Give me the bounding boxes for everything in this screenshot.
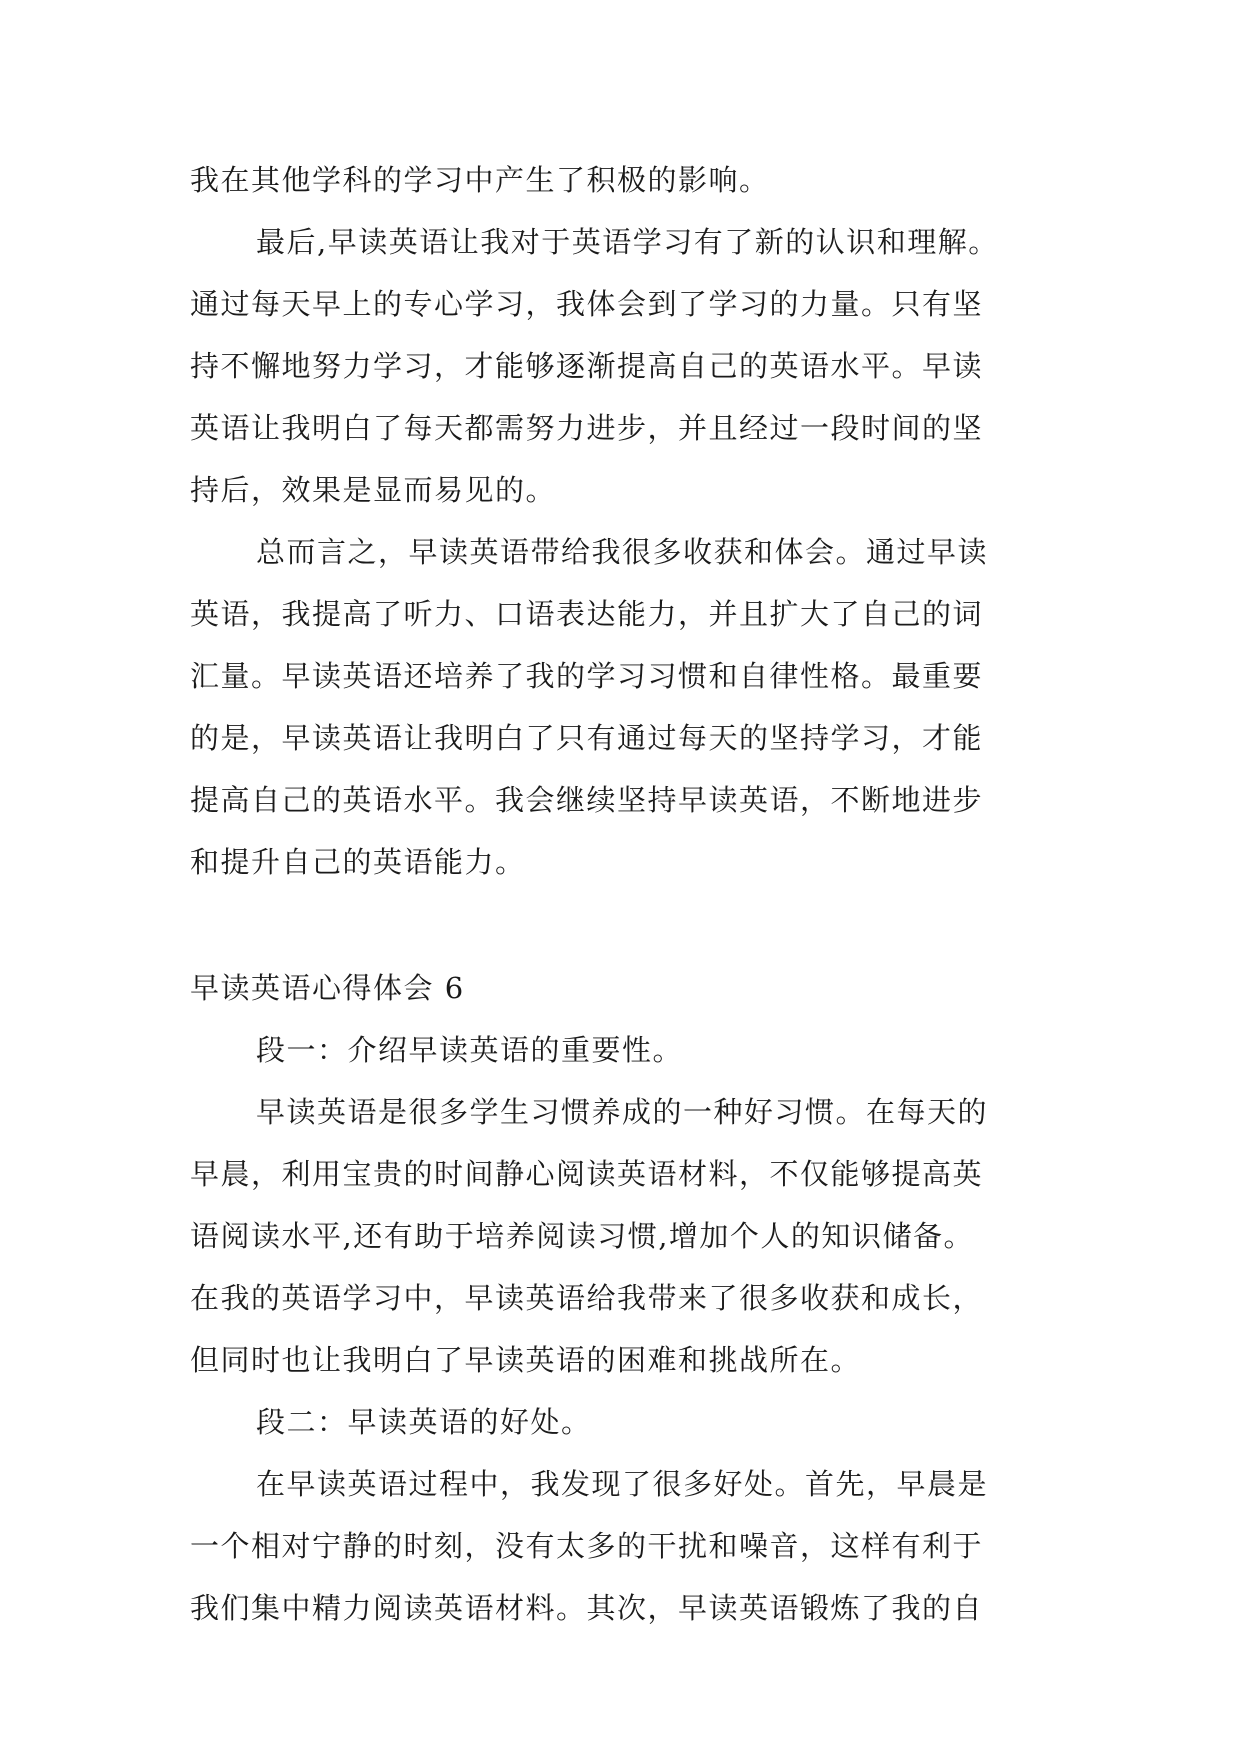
paragraph-start: 早读英语是很多学生习惯养成的一种好习惯。在每天的 xyxy=(256,1095,989,1129)
text-line: 在我的英语学习中，早读英语给我带来了很多收获和成长， xyxy=(190,1281,984,1315)
section-heading: 早读英语心得体会 6 xyxy=(190,971,465,1005)
paragraph-start: 段一：介绍早读英语的重要性。 xyxy=(256,1033,684,1067)
text-line: 通过每天早上的专心学习，我体会到了学习的力量。只有坚 xyxy=(190,287,984,321)
text-line: 早晨，利用宝贵的时间静心阅读英语材料，不仅能够提高英 xyxy=(190,1157,984,1191)
paragraph-start: 段二：早读英语的好处。 xyxy=(256,1405,592,1439)
text-line: 和提升自己的英语能力。 xyxy=(190,845,526,879)
text-line: 持后，效果是显而易见的。 xyxy=(190,473,557,507)
text-line: 英语让我明白了每天都需努力进步，并且经过一段时间的坚 xyxy=(190,411,984,445)
text-line: 我们集中精力阅读英语材料。其次，早读英语锻炼了我的自 xyxy=(190,1591,984,1625)
text-line: 一个相对宁静的时刻，没有太多的干扰和噪音，这样有利于 xyxy=(190,1529,984,1563)
paragraph-start: 在早读英语过程中，我发现了很多好处。首先，早晨是 xyxy=(256,1467,989,1501)
paragraph-start: 最后,早读英语让我对于英语学习有了新的认识和理解。 xyxy=(256,225,999,259)
text-line: 持不懈地努力学习，才能够逐渐提高自己的英语水平。早读 xyxy=(190,349,984,383)
text-line: 的是，早读英语让我明白了只有通过每天的坚持学习，才能 xyxy=(190,721,984,755)
text-line: 提高自己的英语水平。我会继续坚持早读英语，不断地进步 xyxy=(190,783,984,817)
text-line: 英语，我提高了听力、口语表达能力，并且扩大了自己的词 xyxy=(190,597,984,631)
text-line: 汇量。早读英语还培养了我的学习习惯和自律性格。最重要 xyxy=(190,659,984,693)
paragraph-start: 总而言之，早读英语带给我很多收获和体会。通过早读 xyxy=(256,535,989,569)
text-line: 语阅读水平,还有助于培养阅读习惯,增加个人的知识储备。 xyxy=(190,1219,974,1253)
text-line: 但同时也让我明白了早读英语的困难和挑战所在。 xyxy=(190,1343,862,1377)
text-line: 我在其他学科的学习中产生了积极的影响。 xyxy=(190,163,770,197)
